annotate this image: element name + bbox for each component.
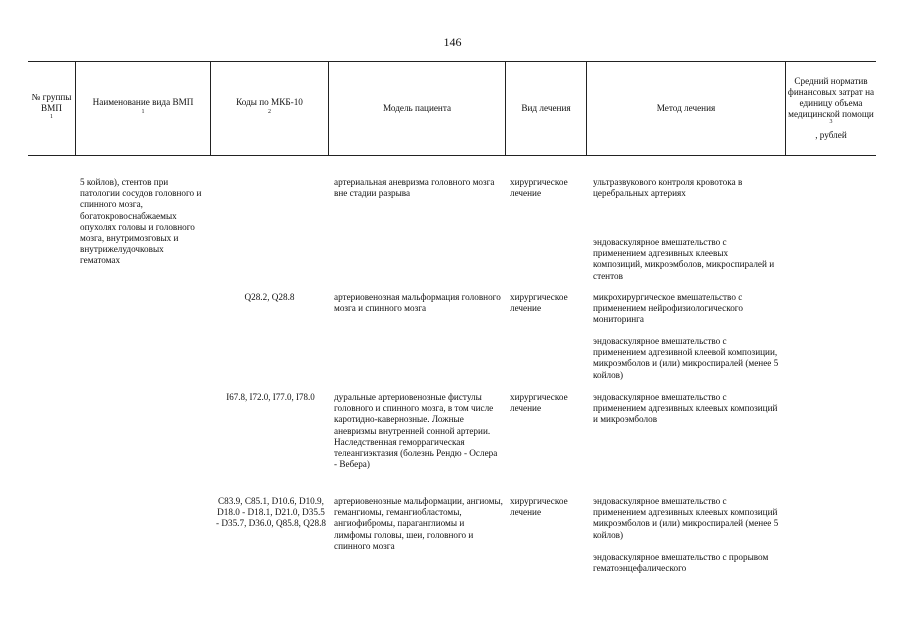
treatment-method: микрохирургическое вмешательство с применением нейрофизиологического мониторинга bbox=[593, 292, 743, 325]
header-icd-codes: Коды по МКБ-10 $^2$ bbox=[236, 97, 303, 115]
header-vmp-group: № группы ВМП $^1$ bbox=[31, 91, 72, 121]
header-treatment-method: Метод лечения bbox=[656, 102, 716, 113]
patient-model: артериовенозные мальформации, ангиомы, гемангиомы, гемангиобластомы, ангиофибромы, параганглиомы и лимфомы головы, шеи, головного и спинного мозга bbox=[334, 496, 503, 551]
treatment-method: эндоваскулярное вмешательство с применением адгезивных клеевых композиций микроэмболов и (или) микроспиралей (менее 5 койлов) bbox=[593, 496, 779, 540]
vmp-name-text: 5 койлов), стентов при патологии сосудов головного и спинного мозга, богатокровоснабжаемых опухолях головы и головного мозга, внутримозговых и внутрижелудочковых гематомах bbox=[80, 177, 202, 266]
page-number: 146 bbox=[443, 35, 462, 49]
treatment-method: эндоваскулярное вмешательство с прорывом гематоэнцефалического bbox=[593, 552, 769, 574]
header-treatment-type: Вид лечения bbox=[521, 102, 571, 113]
header-divider bbox=[785, 61, 786, 156]
treatment-type: хирургическое лечение bbox=[510, 392, 568, 414]
patient-model: артериовенозная мальформация головного мозга и спинного мозга bbox=[334, 292, 501, 314]
treatment-type: хирургическое лечение bbox=[510, 496, 568, 518]
treatment-method: эндоваскулярное вмешательство с применением адгезивных клеевых композиций и микроэмболов bbox=[593, 392, 778, 425]
treatment-type: хирургическое лечение bbox=[510, 292, 568, 314]
header-financial-norm: Средний норматив финансовых затрат на единицу объема медицинской помощи $^3$ , рублей bbox=[787, 76, 875, 141]
treatment-type: хирургическое лечение bbox=[510, 177, 568, 199]
header-vmp-name: Наименование вида ВМП $^1$ bbox=[92, 97, 194, 115]
icd-codes: C83.9, C85.1, D10.6, D10.9, D18.0 - D18.1, D21.0, D35.5 - D35.7, D36.0, Q85.8, Q28.8 bbox=[216, 496, 326, 529]
treatment-method: ультразвукового контроля кровотока в церебральных артериях bbox=[593, 177, 743, 199]
patient-model: артериальная аневризма головного мозга вне стадии разрыва bbox=[334, 177, 495, 199]
treatment-method: эндоваскулярное вмешательство с применением адгезивных клеевых композиций, микроэмболов, микроспиралей и стентов bbox=[593, 237, 775, 281]
icd-codes: I67.8, I72.0, I77.0, I78.0 bbox=[226, 392, 315, 402]
icd-codes: Q28.2, Q28.8 bbox=[244, 292, 295, 302]
treatment-method: эндоваскулярное вмешательство с применением адгезивной клеевой композиции, микроэмболов и (или) микроспиралей (менее 5 койлов) bbox=[593, 336, 779, 380]
patient-model: дуральные артериовенозные фистулы головного и спинного мозга, в том числе каротидно-кавернозные. Ложные аневризмы внутренней сонной артерии. Наследственная геморрагическая телеангиэктазия (болезнь Рендю - Ослера - Вебера) bbox=[334, 392, 498, 470]
header-bottom-rule bbox=[28, 155, 876, 156]
header-patient-model: Модель пациента bbox=[382, 102, 452, 113]
